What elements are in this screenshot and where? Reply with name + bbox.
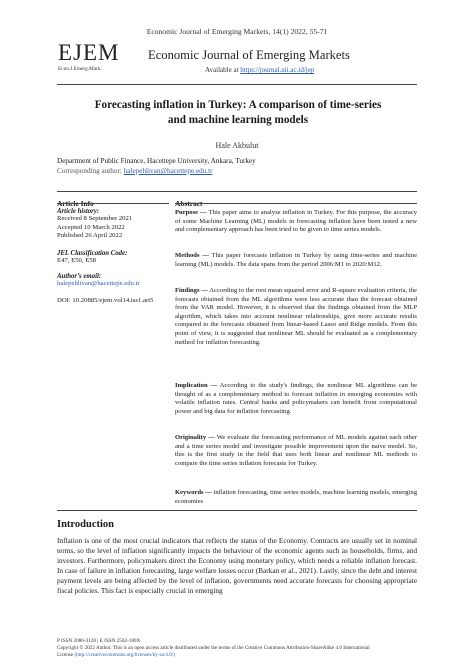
keywords-text: inflation forecasting, time series models, machine learning models, emerging economies bbox=[175, 489, 417, 505]
corresponding-label: Corresponding author: bbox=[57, 167, 122, 175]
findings-label: Findings — bbox=[175, 287, 208, 294]
email-label: Author’s email: bbox=[57, 273, 102, 280]
title-line-1: Forecasting inflation in Turkey: A comparison of time-series bbox=[94, 99, 382, 111]
abstract-purpose bbox=[175, 209, 417, 235]
table-bottom-rule bbox=[57, 510, 417, 511]
affiliation: Department of Public Finance, Hacettepe University, Ankara, Turkey bbox=[57, 157, 256, 165]
originality-label: Originality — bbox=[175, 434, 215, 441]
journal-url-link[interactable]: https://journal.uii.ac.id/jep bbox=[240, 66, 315, 74]
implication-text: According to the study's findings, the nonlinear ML algorithms can be thought of as a complementary method to forecast inflation in emerging economies with volatile inflation rates. Central banks and policymakers can benefit from computational power and big data for inflation forecasting. bbox=[175, 382, 417, 415]
logo-subtext: Econ.J.Emerg.Mark. bbox=[58, 66, 102, 72]
table-top-rule bbox=[57, 191, 417, 192]
abstract-keywords bbox=[175, 489, 417, 506]
introduction-heading: Introduction bbox=[57, 519, 114, 530]
license-line: Copyright © 2022 Author. This is an open access article distributed under the terms of the Creative Commons Attribution-ShareAlike 4.0 International bbox=[57, 645, 370, 651]
issn-line: P ISSN 2086-3128 | E ISSN 2502-180X bbox=[57, 638, 141, 644]
corresponding-author bbox=[57, 167, 213, 175]
author-name: Hale Akbulut bbox=[215, 141, 259, 150]
header-rule bbox=[57, 84, 417, 85]
introduction-paragraph: Inflation is one of the most crucial indicators that reflects the status of the Economy. Contracts are usually set in nominal terms, so the level of inflation significantly impacts the behaviour of the economic agents such as households, firms, and investors. Furthermore, policymakers direct the Economy using monetary policy, which needs a reliable inflation forecast. In case of failure in inflation forecasting, large welfare losses occur (Barkan et al., 2021). Lastly, since the debt and interest payment levels are being affected by the level of inflation, governments need accurate forecasts for choosing appropriate fiscal policies. This fact is especially crucial in emerging bbox=[57, 536, 417, 595]
right-sub-rule bbox=[175, 203, 417, 204]
license-line-2 bbox=[57, 652, 175, 659]
abstract-methods bbox=[175, 252, 417, 269]
methods-label: Methods — bbox=[175, 252, 209, 259]
abstract-findings bbox=[175, 287, 417, 347]
purpose-text: This paper aims to analyse inflation in Turkey. For this purpose, the accuracy of some Machine Learning (ML) models in forecasting inflation have been tested a new and complementary approach has been tried to be given to time series models. bbox=[175, 209, 417, 234]
implication-label: Implication — bbox=[175, 382, 218, 389]
doi: DOI: 10.20885/ejem.vol14.iss1.art5 bbox=[57, 296, 154, 304]
running-header: Economic Journal of Emerging Markets, 14(1) 2022, 55-71 bbox=[146, 27, 328, 36]
history-label: Article history: bbox=[57, 208, 100, 215]
originality-text: We evaluate the forecasting performance of ML models against each other and a time series model and investigate possible improvement upon the naive model. So, this is the first study in the field that uses both linear and nonlinear ML methods to compare the time series inflation forecasts for Turkey. bbox=[175, 434, 418, 467]
left-sub-rule bbox=[57, 203, 169, 204]
title-line-2: and machine learning models bbox=[167, 114, 309, 126]
jel-codes: E47, E50, E58 bbox=[57, 256, 97, 264]
published-date: Published 26 April 2022 bbox=[57, 232, 123, 239]
logo-text: EJEM bbox=[58, 40, 120, 65]
journal-name: Economic Journal of Emerging Markets bbox=[148, 48, 350, 62]
article-info-heading: Article Info bbox=[57, 199, 94, 208]
abstract-heading: Abstract bbox=[175, 199, 203, 208]
corresponding-email-link[interactable]: halepehlivan@hacettepe.edu.tr bbox=[123, 167, 213, 175]
jel-label: JEL Classification Code: bbox=[57, 249, 128, 257]
received-date: Received 8 September 2021 bbox=[57, 215, 133, 222]
available-prefix: Available at bbox=[205, 66, 239, 74]
availability-line bbox=[205, 66, 314, 74]
license-prefix: License bbox=[57, 652, 74, 658]
findings-text: According to the root mean squared error and R-square evaluation criteria, the forecasts obtained from the ML algorithms were less accurate than the forecast obtained from the VAR model. However, it is observed that the findings obtained from the MLP algorithm, which takes into account nonlinear relationships, give more accurate results compared to the forecasts obtained from linear-based Lasso and Ridge models. From this point of view, it is suggested that nonlinear ML should be evaluated as a complementary method for inflation forecasting. bbox=[175, 287, 417, 346]
article-info bbox=[57, 208, 172, 305]
keywords-label: Keywords — bbox=[175, 489, 212, 496]
purpose-label: Purpose — bbox=[175, 209, 207, 216]
methods-text: This paper forecasts inflation in Turkey by using time-series and machine learning (ML) models. The data spans from the period 2006:M1 to 2020:M12. bbox=[175, 252, 418, 268]
author-email-link[interactable]: halepehlivan@hacettepe.edu.tr bbox=[57, 280, 140, 287]
license-url-link[interactable]: (http://creativecommons.org/licenses/by-sa/4.0/) bbox=[74, 652, 175, 658]
abstract-implication bbox=[175, 382, 417, 416]
accepted-date: Accepted 10 March 2022 bbox=[57, 223, 125, 231]
abstract-originality bbox=[175, 434, 417, 468]
article-title bbox=[60, 98, 416, 128]
journal-logo bbox=[58, 42, 128, 72]
